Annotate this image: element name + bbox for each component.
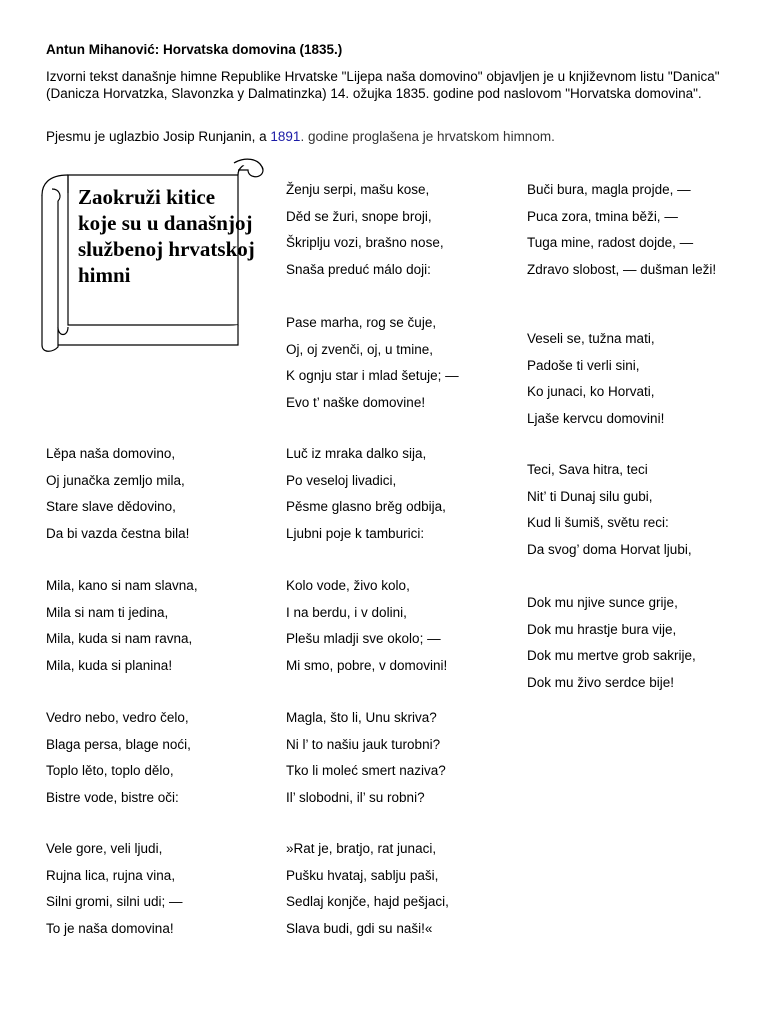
verse-line: Toplo lěto, toplo dělo,	[46, 763, 174, 778]
scroll-instruction: Zaokruži kitice koje su u današnjoj službenoj hrvatskoj himni	[78, 185, 255, 287]
verse-line: Ni l’ to našiu jauk turobni?	[286, 736, 441, 752]
verse-line: Lěpa naša domovino,	[46, 446, 176, 461]
stanza-2-1	[286, 181, 444, 287]
year-link[interactable]: 1891	[270, 129, 301, 144]
verse-line: Pěsme glasno brěg odbija,	[286, 499, 446, 514]
verse-line: Ljaše kervcu domovini!	[527, 410, 665, 426]
verse-line: Luč iz mraka dalko sija,	[286, 446, 427, 461]
verse-line: Snaša preduć málo doji:	[286, 261, 431, 277]
verse-line: Silni gromi, silni udi; —	[46, 894, 183, 909]
verse-line: Mi smo, pobre, v domovini!	[286, 657, 448, 673]
verse-line: Evo t’ naške domovine!	[286, 394, 426, 410]
verse-line: Pušku hvataj, sablju paši,	[286, 867, 439, 883]
stanza-2-3	[286, 445, 446, 551]
verse-line: Dok mu njive sunce grije,	[527, 595, 678, 610]
verse-line: Ljubni poje k tamburici:	[286, 525, 425, 541]
verse-line: Škriplju vozi, brašno nose,	[286, 235, 444, 250]
verse-line: Mila si nam ti jedina,	[46, 604, 169, 620]
verse-line: Rujna lica, rujna vina,	[46, 867, 176, 883]
verse-line: Buči bura, magla projde, —	[527, 182, 691, 197]
verse-line: Bistre vode, bistre oči:	[46, 789, 179, 805]
verse-line: Kud li šumiš, světu reci:	[527, 515, 669, 530]
verse-line: Magla, što li, Unu skriva?	[286, 710, 437, 725]
verse-line: Da bi vazda čestna bila!	[46, 525, 190, 541]
verse-line: Ženju serpi, mašu kose,	[286, 182, 430, 197]
intro-paragraph: Izvorni tekst današnje himne Republike Hrvatske "Lijepa naša domovino" objavljen je u književnom listu "Danica" (Danicza Horvatzka, Slavonzka y Dalmatinzka) 14. ožujka 1835. godine pod naslovom "Horvatska domovina".	[46, 69, 720, 101]
stanza-1-4	[46, 840, 183, 946]
verse-line: Oj junačka zemljo mila,	[46, 472, 185, 488]
verse-line: Plešu mladji sve okolo; —	[286, 631, 441, 646]
stanza-1-2	[46, 577, 198, 683]
verse-line: Pase marha, rog se čuje,	[286, 315, 437, 330]
verse-line: Stare slave dědovino,	[46, 499, 176, 514]
verse-line: Tuga mine, radost dojde, —	[527, 235, 694, 250]
verse-line: Padoše ti verli sini,	[527, 357, 640, 373]
verse-line: Slava budi, gdi su naši!«	[286, 920, 433, 936]
verse-line: Kolo vode, živo kolo,	[286, 578, 410, 593]
verse-line: K ognju star i mlad šetuje; —	[286, 368, 459, 383]
stanza-2-4	[286, 577, 447, 683]
verse-line: Nit’ ti Dunaj silu gubi,	[527, 488, 653, 504]
verse-line: Dok mu hrastje bura vije,	[527, 621, 677, 637]
stanza-1-1	[46, 445, 189, 551]
verse-line: Mila, kano si nam slavna,	[46, 578, 198, 593]
stanza-2-6	[286, 840, 449, 946]
verse-line: Vedro nebo, vedro čelo,	[46, 710, 189, 725]
composer-paragraph	[46, 129, 555, 144]
document-title: Antun Mihanović: Horvatska domovina (1835.)	[46, 42, 343, 57]
stanza-3-2	[527, 330, 664, 436]
verse-line: Mila, kuda si planina!	[46, 657, 173, 673]
verse-line: Dok mu mertve grob sakrije,	[527, 648, 696, 663]
verse-line: Blaga persa, blage noći,	[46, 736, 191, 752]
stanza-2-5	[286, 709, 446, 815]
verse-line: Puca zora, tmina běži, —	[527, 208, 678, 224]
stanza-1-3	[46, 709, 191, 815]
verse-line: Po veseloj livadici,	[286, 472, 397, 488]
stanza-3-4	[527, 594, 696, 700]
stanza-2-2	[286, 314, 459, 420]
composer-text-prefix: Pjesmu je uglazbio Josip Runjanin, a	[46, 129, 271, 144]
verse-line: Sedlaj konjče, hajd pešjaci,	[286, 894, 449, 909]
verse-line: Mila, kuda si nam ravna,	[46, 631, 193, 646]
verse-line: Dok mu živo serdce bije!	[527, 674, 675, 690]
stanza-3-1	[527, 181, 727, 287]
verse-line: Ko junaci, ko Horvati,	[527, 384, 655, 399]
composer-text-suffix: . godine proglašena je hrvatskom himnom.	[300, 129, 555, 144]
verse-line: »Rat je, bratjo, rat junaci,	[286, 841, 437, 856]
verse-line: Teci, Sava hitra, teci	[527, 462, 648, 477]
verse-line: Zdravo slobost, — dušman leži!	[527, 261, 717, 277]
verse-line: Da svog’ doma Horvat ljubi,	[527, 541, 692, 557]
verse-line: Il’ slobodni, il’ su robni?	[286, 789, 425, 805]
verse-line: I na berdu, i v dolini,	[286, 604, 407, 620]
verse-line: To je naša domovina!	[46, 920, 174, 936]
verse-line: Oj, oj zvenči, oj, u tmine,	[286, 341, 434, 357]
stanza-3-3	[527, 461, 692, 567]
verse-line: Tko li moleć smert naziva?	[286, 763, 446, 778]
verse-line: Vele gore, veli ljudi,	[46, 841, 163, 856]
verse-line: Veseli se, tužna mati,	[527, 331, 655, 346]
verse-line: Děd se žuri, snope broji,	[286, 208, 432, 224]
